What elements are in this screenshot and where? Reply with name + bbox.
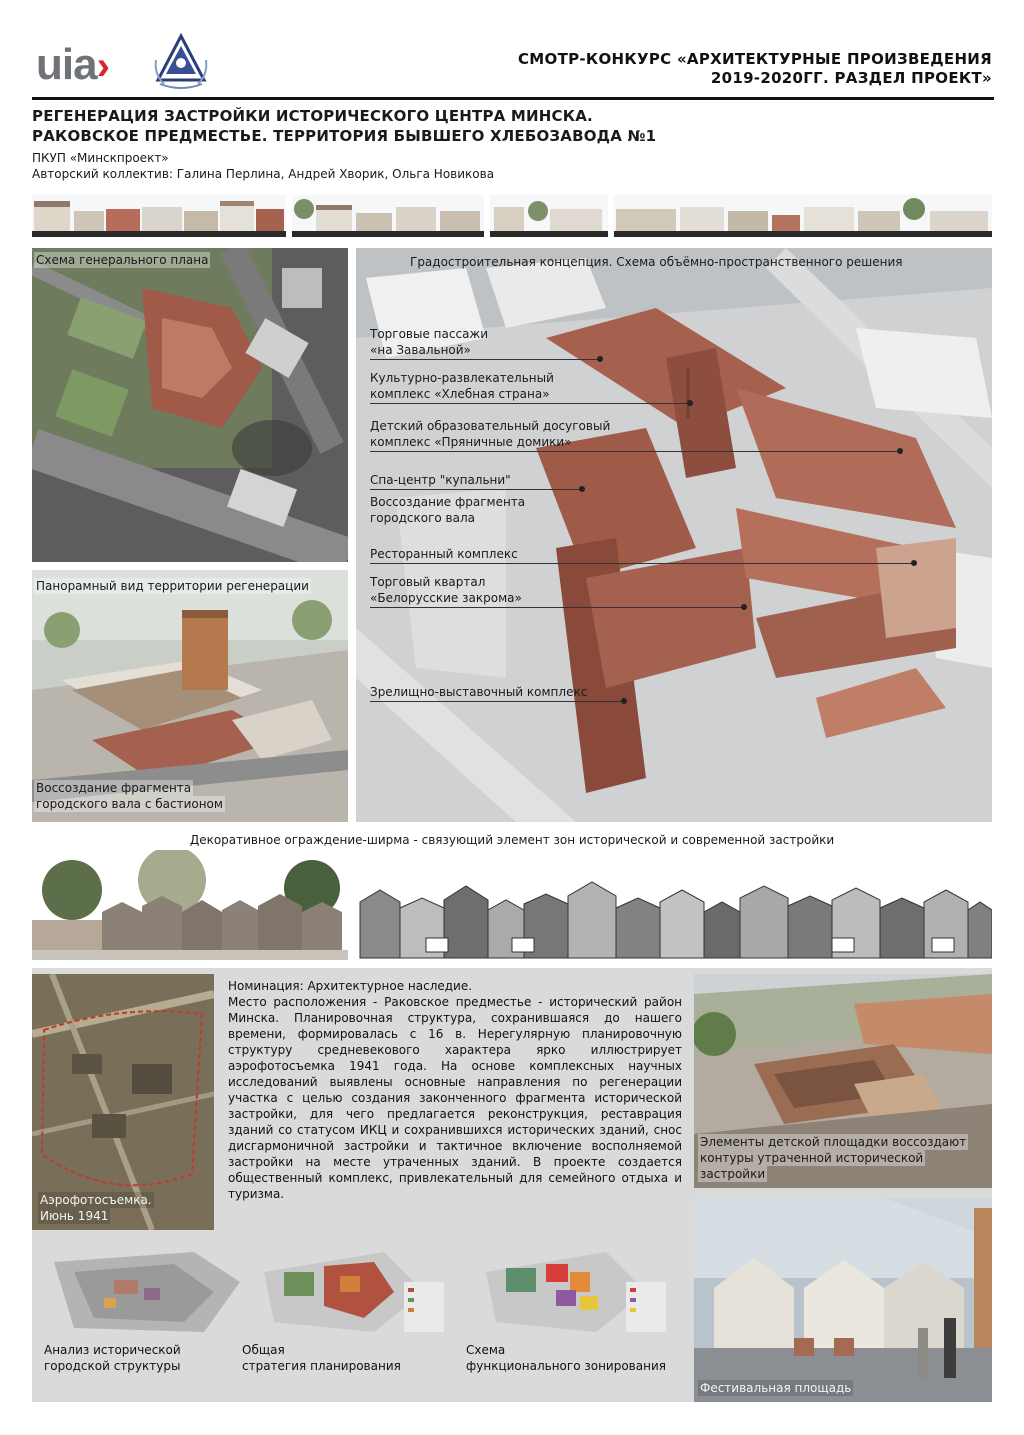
callout-line — [370, 451, 900, 452]
authors: Авторский коллектив: Галина Перлина, Андрей Хворик, Ольга Новикова — [32, 167, 495, 181]
union-emblem-icon — [150, 30, 212, 92]
contest-title-line2: 2019-2020ГГ. РАЗДЕЛ ПРОЕКТ» — [710, 69, 992, 87]
callout-line — [370, 489, 582, 490]
callout-line — [370, 403, 690, 404]
festival-label: Фестивальная площадь — [700, 1381, 852, 1395]
playground-label-line2: контуры утраченной исторической — [700, 1151, 924, 1165]
callout-city-rampart: Воссоздание фрагмента городского вала — [370, 495, 526, 525]
historical-analysis-diagram — [44, 1242, 244, 1338]
playground-image — [694, 974, 992, 1188]
callout-dot — [621, 698, 627, 704]
callout-bread-country: Культурно-развлекательный комплекс «Хлебная страна» — [370, 371, 554, 401]
callout-dot — [687, 400, 693, 406]
callout-dot — [911, 560, 917, 566]
callout-belarusian-bins: Торговый квартал «Белорусские закрома» — [370, 575, 522, 605]
rampart-label-line1: Воссоздание фрагмента — [36, 781, 192, 795]
description-body: Место расположения - Раковское предместье - исторический район Минска. Планировочная структура, сохранившаяся до нашего времени, формировалась с 16 в. Нерегулярную планировочную структуру средневекового характера ярко иллюстрирует аэрофотосъемка 1941 года. На основе комплексных научных исследований выявлены основные направления по регенерации участка с целью создания законченного фрагмента исторической застройки, для чего предлагается реконструкция, реставрация зданий со статусом ИКЦ и сохранившихся исторических зданий, снос дисгармоничной застройки и тактичное включение восполняемой застройки на месте утраченных зданий. В проекте создается общественный комплекс, привлекательный для семейного отдыха и туризма. — [228, 995, 682, 1201]
project-title-line1: РЕГЕНЕРАЦИЯ ЗАСТРОЙКИ ИСТОРИЧЕСКОГО ЦЕНТРА МИНСКА. — [32, 107, 593, 125]
uia-logo — [36, 40, 109, 90]
callout-dot — [741, 604, 747, 610]
functional-zoning-caption: Схема функционального зонирования — [466, 1343, 666, 1373]
fence-caption: Декоративное ограждение-ширма - связующий элемент зон исторической и современной застройки — [189, 833, 835, 847]
planning-strategy-diagram — [254, 1242, 454, 1338]
callout-trade-passages: Торговые пассажи «на Завальной» — [370, 327, 489, 357]
historical-analysis-caption: Анализ исторической городской структуры — [44, 1343, 181, 1373]
contest-title-line1: СМОТР-КОНКУРС «АРХИТЕКТУРНЫЕ ПРОИЗВЕДЕНИЯ — [517, 50, 992, 68]
functional-zoning-diagram — [476, 1242, 676, 1338]
panorama-label: Панорамный вид территории регенерации — [36, 579, 309, 593]
street-elevation-3 — [490, 195, 608, 237]
nomination: Номинация: Архитектурное наследие. — [228, 979, 473, 993]
street-elevation-1 — [32, 195, 286, 237]
description — [228, 978, 682, 1202]
logo-chevron: › — [96, 44, 109, 88]
rampart-label-line2: городского вала с бастионом — [36, 797, 223, 811]
fence-render-image — [32, 850, 348, 960]
festival-square-image — [694, 1198, 992, 1402]
project-title — [32, 106, 656, 146]
callout-dot — [579, 486, 585, 492]
street-elevation-2 — [292, 195, 484, 237]
planning-strategy-caption: Общая стратегия планирования — [242, 1343, 401, 1373]
aerial-label-line1: Аэрофотосъемка. — [40, 1193, 152, 1207]
master-plan-label: Схема генерального плана — [36, 253, 209, 267]
street-elevation-4 — [614, 195, 992, 237]
aerial-1941-image — [32, 974, 214, 1230]
callout-line — [370, 701, 624, 702]
concept-label: Градостроительная концепция. Схема объёмно-пространственного решения — [410, 255, 903, 269]
header-divider — [32, 97, 994, 100]
playground-label-line1: Элементы детской площадки воссоздают — [700, 1135, 967, 1149]
callout-line — [370, 607, 744, 608]
callout-exhibition: Зрелищно-выставочный комплекс — [370, 685, 588, 699]
organization: ПКУП «Минскпроект» — [32, 151, 169, 165]
master-plan-image — [32, 248, 348, 562]
logo-text: uia — [36, 40, 97, 89]
panorama-image — [32, 570, 348, 822]
contest-title — [472, 50, 992, 88]
project-title-line2: РАКОВСКОЕ ПРЕДМЕСТЬЕ. ТЕРРИТОРИЯ БЫВШЕГО ХЛЕБОЗАВОДА №1 — [32, 127, 657, 145]
aerial-label-line2: Июнь 1941 — [40, 1209, 109, 1223]
callout-line — [370, 359, 600, 360]
callout-dot — [597, 356, 603, 362]
callout-line — [370, 563, 914, 564]
playground-label-line3: застройки — [700, 1167, 766, 1181]
callout-dot — [897, 448, 903, 454]
callout-gingerbread-houses: Детский образовательный досуговый комплекс «Пряничные домики» — [370, 419, 611, 449]
callout-restaurant: Ресторанный комплекс — [370, 547, 518, 561]
callout-spa: Спа-центр "купальни" — [370, 473, 511, 487]
fence-elevation-drawing — [356, 878, 992, 960]
